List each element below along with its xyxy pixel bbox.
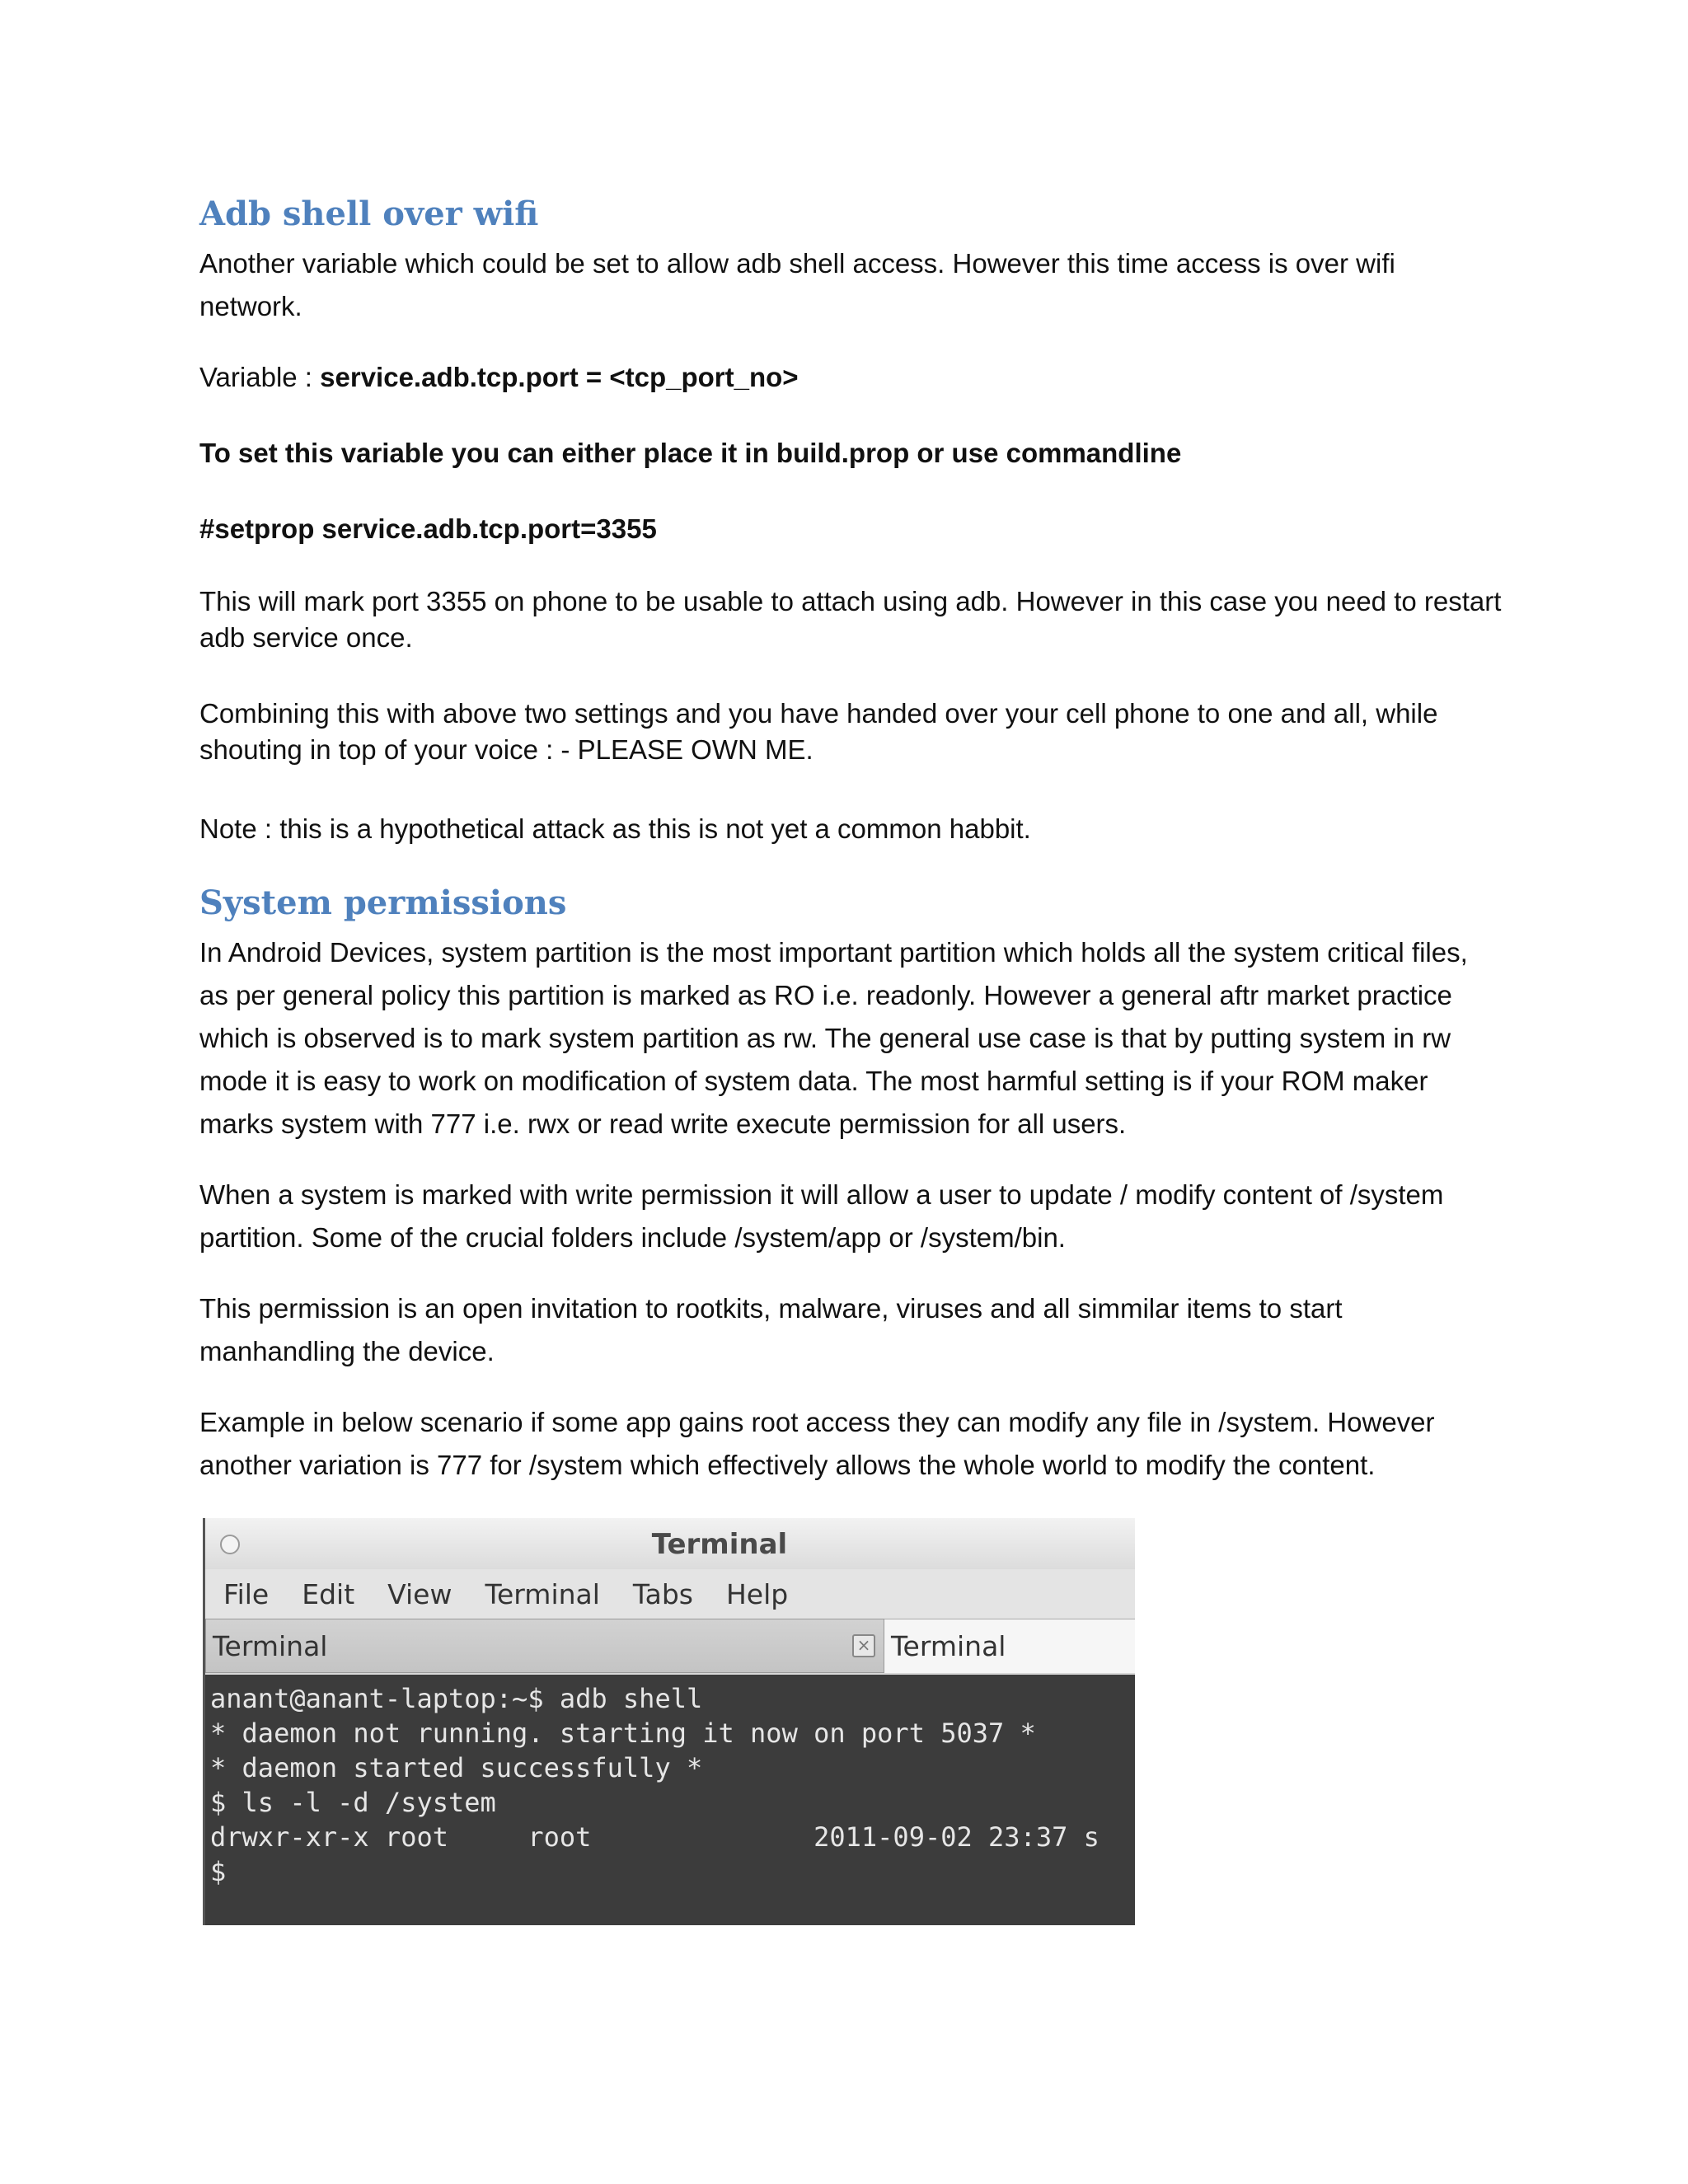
heading-adb-shell-over-wifi: Adb shell over wifi — [199, 194, 539, 233]
heading-system-permissions: System permissions — [199, 883, 567, 922]
paragraph-command: #setprop service.adb.tcp.port=3355 — [199, 513, 657, 544]
variable-value: service.adb.tcp.port = <tcp_port_no> — [320, 362, 799, 392]
menu-edit: Edit — [302, 1577, 355, 1610]
terminal-menubar — [205, 1569, 1135, 1619]
terminal-tabbar — [205, 1619, 1135, 1675]
menu-file: File — [223, 1577, 270, 1610]
paragraph-example: Example in below scenario if some app gains root access they can modify any file in /system. However another variation is 777 for /system which effectively allows the whole world to modify the content. — [199, 1407, 1435, 1480]
terminal-line: $ — [210, 1856, 227, 1887]
paragraph-note: Note : this is a hypothetical attack as this is not yet a common habbit. — [199, 813, 1031, 844]
document-content — [199, 194, 1502, 1515]
paragraph-set-instruction: To set this variable you can either place it in build.prop or use commandline — [199, 438, 1182, 468]
terminal-line: drwxr-xr-x root root 2011-09-02 23:37 s — [210, 1821, 1100, 1853]
terminal-window-title: Terminal — [651, 1528, 788, 1561]
menu-help: Help — [725, 1577, 789, 1610]
terminal-line: * daemon not running. starting it now on port 5037 * — [210, 1718, 1036, 1749]
terminal-line: * daemon started successfully * — [210, 1752, 703, 1783]
menu-terminal: Terminal — [485, 1577, 600, 1610]
paragraph-intro: Another variable which could be set to allow adb shell access. However this time access is over wifi network. — [199, 248, 1395, 321]
terminal-output — [205, 1675, 1135, 1925]
paragraph-mark-port: This will mark port 3355 on phone to be usable to attach using adb. However in this case you need to restart adb service once. — [199, 586, 1502, 653]
paragraph-combining: Combining this with above two settings and you have handed over your cell phone to one and all, while shouting in top of your voice : - PLEASE OWN ME. — [199, 698, 1438, 765]
tab-label: Terminal — [213, 1629, 328, 1662]
menu-view: View — [387, 1577, 452, 1610]
paragraph-write-permission: When a system is marked with write permission it will allow a user to update / modify content of /system partition. Some of the crucial folders include /system/app or /system/bin. — [199, 1179, 1444, 1253]
paragraph-variable — [199, 356, 1502, 399]
tab-label: Terminal — [891, 1630, 1006, 1662]
variable-label: Variable : — [199, 362, 321, 392]
terminal-tab-2 — [884, 1619, 1135, 1673]
paragraph-system-partition: In Android Devices, system partition is the most important partition which holds all the system critical files, as per general policy this partition is marked as RO i.e. readonly. However a general aftr market practice which is observed is to mark system partition as rw. The general use case is that by putting system in rw mode it is easy to work on modification of system data. The most harmful setting is if your ROM maker marks system with 777 i.e. rwx or read write execute permission for all users. — [199, 937, 1468, 1139]
terminal-line: anant@anant-laptop:~$ adb shell — [210, 1683, 703, 1714]
terminal-titlebar — [205, 1518, 1135, 1569]
paragraph-open-invitation: This permission is an open invitation to rootkits, malware, viruses and all simmilar items to start manhandling the device. — [199, 1293, 1343, 1366]
menu-tabs: Tabs — [632, 1577, 693, 1610]
close-icon: × — [852, 1634, 875, 1657]
terminal-tab-1 — [205, 1619, 884, 1673]
terminal-line: $ ls -l -d /system — [210, 1787, 496, 1818]
terminal-screenshot — [203, 1518, 1135, 1925]
